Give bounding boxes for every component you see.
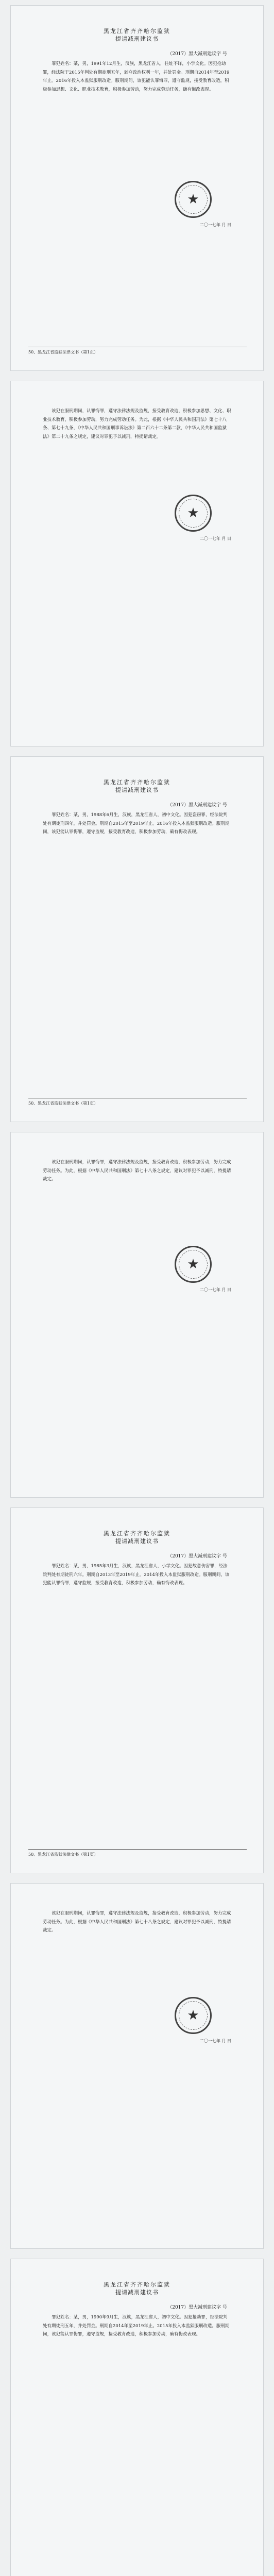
document-title: 提请减刑建议书 xyxy=(115,36,159,42)
seal-star-icon: ★ xyxy=(187,1257,199,1272)
page-footer: 50、黑龙江省监狱法律文书（第1页） xyxy=(28,1849,247,1857)
document-page xyxy=(10,5,264,371)
document-title: 提请减刑建议书 xyxy=(115,2289,159,2296)
document-body-text: 罪犯姓名：某，男，1985年3月生，汉族，黑龙江省人，小学文化。因犯故意伤害罪，经法院判处有期徒刑六年。刑期自2013年至2019年止。2014年投入本监狱服刑改造。服刑期间，该犯能认罪悔罪，遵守监规，接受教育改造，积极参加劳动，确有悔改表现。 xyxy=(43,1564,230,1586)
page-footer: 50、黑龙江省监狱法律文书（第1页） xyxy=(28,347,247,355)
document-number: （2017）黑大减刑建议字 号 xyxy=(167,52,227,57)
seal-star-icon: ★ xyxy=(187,192,199,207)
issuing-organization: 黑龙江省齐齐哈尔监狱 xyxy=(104,779,170,786)
document-number: （2017）黑大减刑建议字 号 xyxy=(167,803,227,808)
document-title: 提请减刑建议书 xyxy=(115,787,159,793)
seal-star-icon: ★ xyxy=(187,2008,199,2023)
document-body-text: 该犯在服刑期间，认罪悔罪，遵守法律法规及监规，接受教育改造，积极参加思想、文化、职业技术教育，积极参加劳动，努力完成劳动任务。为此，根据《中华人民共和国刑法》第七十八条、第七十九条，《中华人民共和国刑事诉讼法》第二百六十二条第二款，《中华人民共和国监狱法》第二十九条之规定，建议对罪犯予以减刑，特提请裁定。 xyxy=(43,409,231,439)
document-page xyxy=(10,1883,264,2249)
document-body-text: 该犯在服刑期间，认罪悔罪，遵守法律法规及监规，接受教育改造，积极参加劳动，努力完成劳动任务。为此，根据《中华人民共和国刑法》第七十八条之规定，建议对罪犯予以减刑，特提请裁定。 xyxy=(43,1160,231,1182)
document-page xyxy=(10,381,264,747)
page-header xyxy=(11,778,263,794)
document-number: （2017）黑大减刑建议字 号 xyxy=(167,1554,227,1559)
page-header xyxy=(11,2281,263,2296)
signing-date: 二〇一七年 月 日 xyxy=(199,223,231,227)
signing-date: 二〇一七年 月 日 xyxy=(199,2039,231,2043)
official-seal xyxy=(175,181,212,218)
document-body-text: 罪犯姓名：某，男，1988年6月生，汉族，黑龙江省人，初中文化。因犯盗窃罪，经法院判处有期徒刑四年，并处罚金。刑期自2015年至2019年止。2016年投入本监狱服刑改造。服刑期间，该犯能认罪悔罪，遵守监规，接受教育改造，积极参加劳动，确有悔改表现。 xyxy=(43,812,230,835)
issuing-organization: 黑龙江省齐齐哈尔监狱 xyxy=(104,28,170,35)
page-header xyxy=(11,1530,263,1545)
official-seal xyxy=(175,1997,212,2034)
document-page xyxy=(10,1507,264,1873)
signing-date: 二〇一七年 月 日 xyxy=(199,1287,231,1292)
document-number: （2017）黑大减刑建议字 号 xyxy=(167,2305,227,2310)
document-body-text: 罪犯姓名：某，男，1990年9月生，汉族，黑龙江省人，初中文化。因犯抢劫罪，经法院判处有期徒刑五年，并处罚金。刑期自2014年至2019年止。2015年投入本监狱服刑改造。服刑期间，该犯能认罪悔罪，遵守监规，接受教育改造，积极参加劳动，确有悔改表现。 xyxy=(43,2315,230,2337)
document-page xyxy=(10,756,264,1122)
document-page xyxy=(10,1132,264,1498)
issuing-organization: 黑龙江省齐齐哈尔监狱 xyxy=(104,2281,170,2288)
document-body-text: 该犯在服刑期间，认罪悔罪，遵守法律法规及监规，接受教育改造，积极参加劳动，努力完成劳动任务。为此，根据《中华人民共和国刑法》第七十八条之规定，建议对罪犯予以减刑，特提请裁定。 xyxy=(43,1911,231,1933)
document-body-text: 罪犯姓名：某，男，1991年12月生，汉族，黑龙江省人，住址不详，小学文化。因犯抢劫罪，经法院于2015年判处有期徒刑五年，剥夺政治权利一年，并处罚金。刑期自2014年至2019年止。2016年投入本监狱服刑改造。服刑期间，该犯能认罪悔罪，遵守监规，接受教育改造，积极参加思想、文化、职业技术教育，积极参加劳动，努力完成劳动任务，确有悔改表现。 xyxy=(43,61,230,92)
document-title: 提请减刑建议书 xyxy=(115,1538,159,1545)
document-page xyxy=(10,2259,264,2576)
official-seal xyxy=(175,495,212,532)
page-footer: 50、黑龙江省监狱法律文书（第1页） xyxy=(28,1098,247,1106)
page-header xyxy=(11,27,263,43)
official-seal xyxy=(175,1246,212,1283)
signing-date: 二〇一七年 月 日 xyxy=(199,536,231,541)
seal-star-icon: ★ xyxy=(187,505,199,521)
issuing-organization: 黑龙江省齐齐哈尔监狱 xyxy=(104,1530,170,1537)
